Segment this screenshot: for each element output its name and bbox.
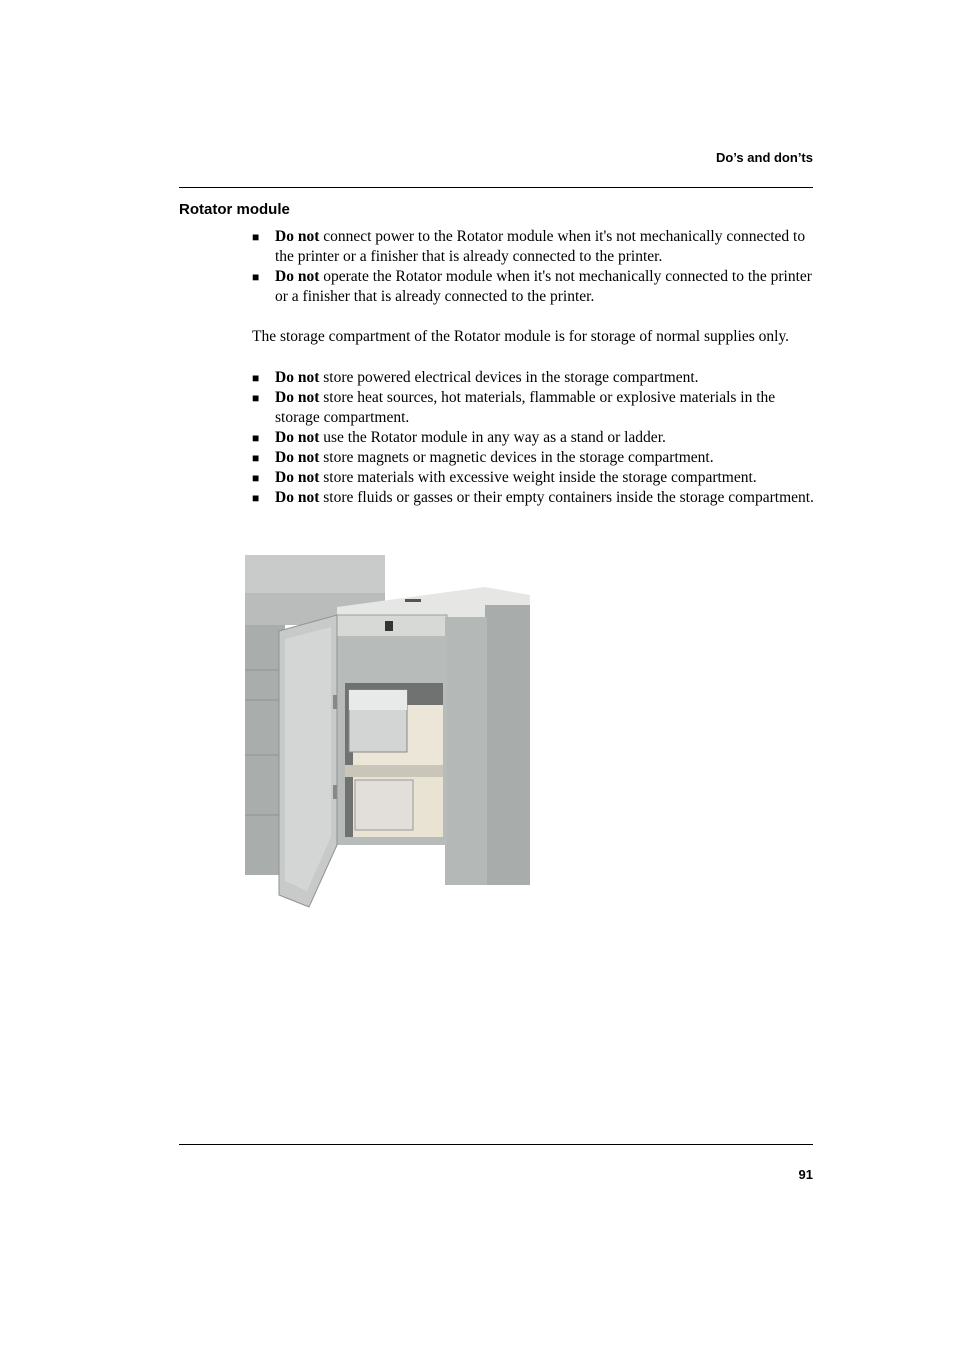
- rotator-module-photo: [245, 555, 530, 935]
- list-item: ■ Do not operate the Rotator module when it's not mechanically connected to the printer or a finisher that is already connected to the printer.: [252, 268, 812, 305]
- list-item: ■ Do not store heat sources, hot materials, flammable or explosive materials in the storage compartment.: [252, 389, 776, 426]
- bullet-icon: ■: [252, 471, 260, 485]
- storage-paragraph: The storage compartment of the Rotator module is for storage of normal supplies only.: [252, 328, 790, 345]
- header-rule: [179, 187, 813, 188]
- list-item: ■ Do not connect power to the Rotator module when it's not mechanically connected to the printer or a finisher that is already connected to the printer.: [252, 228, 806, 265]
- bullet-icon: ■: [252, 270, 260, 284]
- list-item: ■ Do not store magnets or magnetic devices in the storage compartment.: [252, 449, 714, 466]
- section-title: Rotator module: [179, 201, 290, 218]
- page-number: 91: [798, 1167, 813, 1182]
- list-item: ■ Do not store powered electrical devices in the storage compartment.: [252, 369, 699, 386]
- bullet-icon: ■: [252, 230, 260, 244]
- bullet-icon: ■: [252, 431, 260, 445]
- list-item: ■ Do not use the Rotator module in any way as a stand or ladder.: [252, 429, 666, 446]
- list-storage-rules: [252, 368, 814, 508]
- bullet-icon: ■: [252, 371, 260, 385]
- list-connection-rules: [252, 227, 814, 307]
- list-item: ■ Do not store fluids or gasses or their empty containers inside the storage compartment.: [252, 489, 814, 506]
- list-item: ■ Do not store materials with excessive weight inside the storage compartment.: [252, 469, 757, 486]
- bullet-icon: ■: [252, 491, 260, 505]
- running-header: Do’s and don’ts: [715, 150, 813, 165]
- bullet-icon: ■: [252, 451, 260, 465]
- bullet-icon: ■: [252, 391, 260, 405]
- footer-rule: [179, 1144, 813, 1145]
